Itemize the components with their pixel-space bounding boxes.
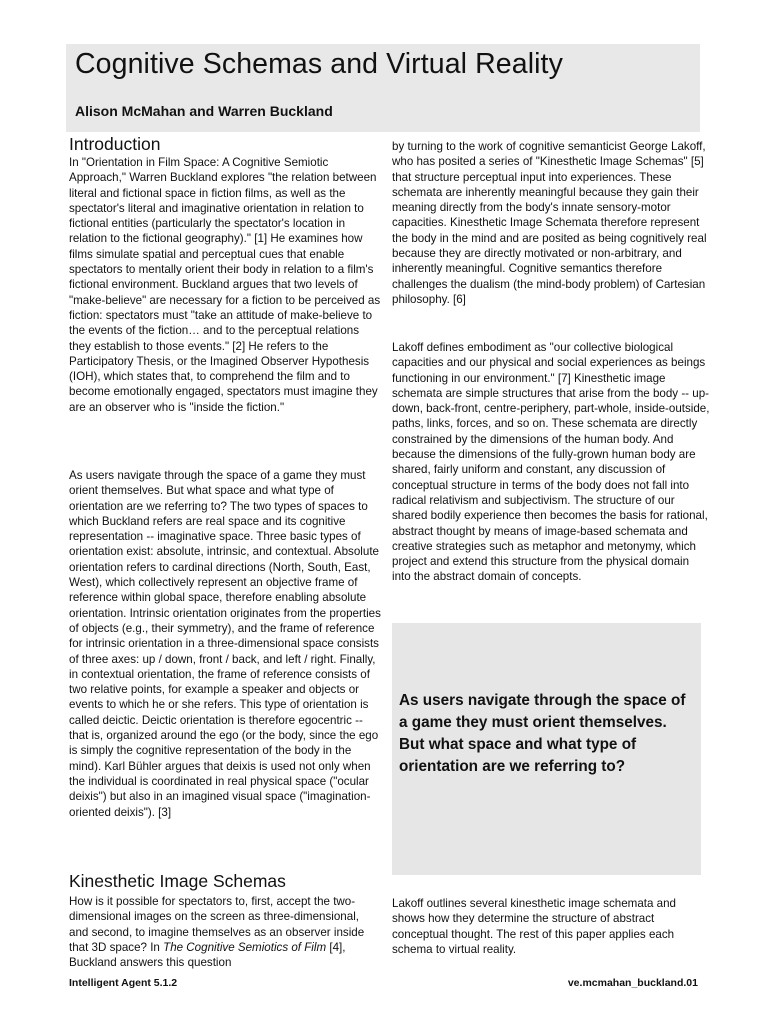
pullquote-text: As users navigate through the space of a game they must orient themselves. But what space and what type of orientation are we referring to? bbox=[399, 692, 686, 775]
kinesthetic-paragraph-text-a: How is it possible for spectators to, first, accept the two-dimensional images on the screen as three-dimensional, and second, to imagine themselves as an observer inside that 3D space? In bbox=[69, 895, 365, 954]
right-paragraph-2: Lakoff defines embodiment as "our collective biological capacities and our physical and social experiences as beings functioning in our environment." [7] Kinesthetic image schemata are simple structures that arise from the body -- up-down, back-front, centre-periphery, part-whole, inside-outside, paths, links, forces, and so on. These schemata are directly constrained by the dimensions of the human body. And because the dimensions of the fully-grown human body are shared, fairly uniform and constant, any discussion of conceptual structure in terms of the body does not fall into radical relativism and subjectivism. The structure of our shared bodily experience then becomes the basis for rational, abstract thought by means of image-based schemata and creative strategies such as metaphor and metonymy, which project and extend this structure from the physical domain into the abstract domain of concepts. bbox=[392, 341, 710, 584]
kinesthetic-paragraph-1 bbox=[69, 894, 381, 970]
right-paragraph-3: Lakoff outlines several kinesthetic image schemata and shows how they determine the structure of abstract conceptual thought. The rest of this paper applies each schema to virtual reality. bbox=[392, 897, 676, 956]
introduction-heading: Introduction bbox=[69, 134, 161, 154]
footer-journal: Intelligent Agent 5.1.2 bbox=[69, 977, 178, 989]
intro-paragraph-2: As users navigate through the space of a game they must orient themselves. But what space and what type of orientation are we referring to? The two types of spaces to which Buckland refers are real space and its cognitive representation -- imaginative space. Three basic types of orientation exist: absolute, intrinsic, and contextual. Absolute orientation refers to cardinal directions (North, South, East, West), which collectively represent an objective frame of reference within global space, therefore enabling absolute orientation. Intrinsic orientation originates from the properties of objects (e.g., their symmetry), and the frame of reference for intrinsic orientation in a three-dimensional space consists of three axes: up / down, front / back, and left / right. Finally, in contextual orientation, the frame of reference consists of two relative points, for example a speaker and objects or events to which he or she refers. This type of orientation is called deictic. Deictic orientation is therefore egocentric -- that is, organized around the ego (or the body, since the ego is simply the cognitive representation of the body in the mind). Karl Bühler argues that deixis is used not only when the individual is coordinated in real physical space ("ocular deixis") but also in an imagined visual space ("imagination-oriented deixis"). [3] bbox=[69, 469, 381, 819]
kinesthetic-paragraph-text-b: [4], Buckland answers this question bbox=[69, 940, 346, 970]
footer-article-id: ve.mcmahan_buckland.01 bbox=[567, 977, 698, 989]
intro-paragraph-1: In "Orientation in Film Space: A Cognitive Semiotic Approach," Warren Buckland explores "the relation between literal and fictional space in fiction films, as well as the spectator's literal and imaginative orientation in relation to fictional entities (particularly the spectator's location in relation to the fictional geography)." [1] He examines how films simulate spatial and perceptual cues that enable spectators to mentally orient their body in relation to a film's fictional environment. Buckland argues that two levels of "make-believe" are necessary for a fiction to be perceived as fiction: spectators must "take an attitude of make-believe to the events of the fiction… and to the perceptual relations they establish to those events." [2] He refers to the Participatory Thesis, or the Imagined Observer Hypothesis (IOH), which states that, to comprehend the film and to become emotionally engaged, spectators must imagine they are an observer who is "inside the fiction." bbox=[69, 156, 381, 414]
right-paragraph-1: by turning to the work of cognitive semanticist George Lakoff, who has posited a series of "Kinesthetic Image Schemas" [5] that structure perceptual input into experiences. These schemata are inherently meaningful because they gain their meaning directly from the body's innate sensory-motor capacities. Kinesthetic Image Schemata therefore represent the body in the mind and are posited as being cognitively real because they are directly motivated or non-arbitrary, and inherently meaningful. Cognitive semantics therefore challenges the dualism (the mind-body problem) of Cartesian philosophy. [6] bbox=[392, 140, 707, 306]
kinesthetic-heading: Kinesthetic Image Schemas bbox=[69, 871, 286, 891]
page-title: Cognitive Schemas and Virtual Reality bbox=[75, 48, 563, 80]
authors-line: Alison McMahan and Warren Buckland bbox=[75, 103, 333, 119]
book-title-italic: The Cognitive Semiotics of Film bbox=[163, 940, 327, 954]
